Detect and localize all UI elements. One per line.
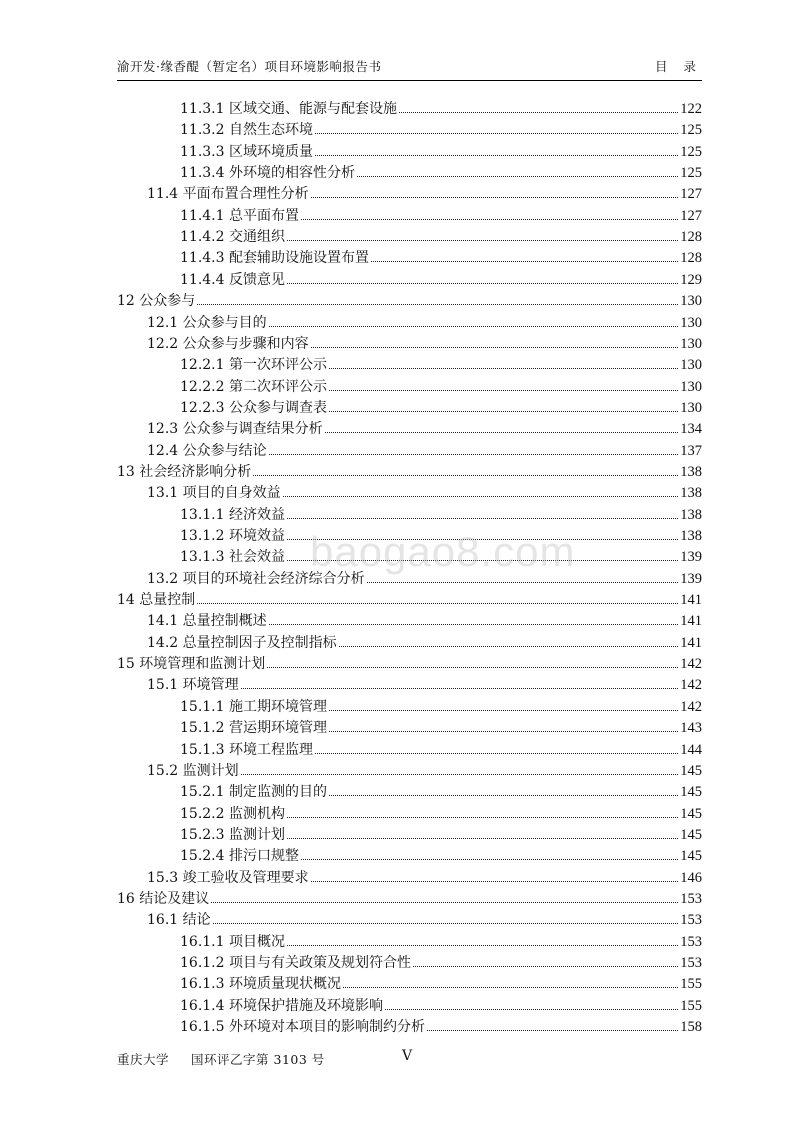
toc-leader-dots <box>211 902 678 903</box>
toc-entry-page: 130 <box>680 335 702 352</box>
toc-entry[interactable] <box>180 503 702 523</box>
toc-entry-title: 16 结论及建议 <box>117 890 210 907</box>
footer-org: 重庆大学 <box>117 1052 170 1067</box>
toc-entry-page: 153 <box>680 890 702 907</box>
toc-entry-page: 137 <box>680 442 702 459</box>
toc-entry-title: 15.2.3 监测计划 <box>180 826 285 843</box>
toc-entry-title: 11.4.4 反馈意见 <box>180 271 285 288</box>
toc-entry[interactable] <box>180 204 702 224</box>
toc-entry[interactable] <box>180 524 702 544</box>
toc-entry-page: 125 <box>680 165 702 182</box>
toc-entry[interactable] <box>180 140 702 160</box>
toc-entry-page: 145 <box>680 805 702 822</box>
toc-leader-dots <box>241 688 679 689</box>
toc-entry[interactable] <box>117 460 702 480</box>
toc-entry-page: 155 <box>680 997 702 1014</box>
toc-entry-title: 15.1.2 营运期环境管理 <box>180 720 327 737</box>
toc-entry-page: 138 <box>680 506 702 523</box>
toc-entry-title: 15.3 竣工验收及管理要求 <box>147 869 309 886</box>
toc-entry-title: 12.4 公众参与结论 <box>147 442 267 459</box>
toc-leader-dots <box>287 240 678 241</box>
toc-entry-page: 142 <box>680 656 702 673</box>
toc-entry-title: 16.1.3 环境质量现状概况 <box>180 976 341 993</box>
toc-entry-title: 15.2.4 排污口规整 <box>180 848 299 865</box>
toc-leader-dots <box>329 795 678 796</box>
toc-leader-dots <box>315 155 678 156</box>
toc-leader-dots <box>197 603 678 604</box>
toc-leader-dots <box>367 582 679 583</box>
toc-entry[interactable] <box>147 908 702 928</box>
toc-entry[interactable] <box>147 673 702 693</box>
toc-entry-title: 12.2.3 公众参与调查表 <box>180 399 327 416</box>
toc-entry-page: 158 <box>680 1019 702 1036</box>
toc-entry-title: 11.4.2 交通组织 <box>180 229 285 246</box>
toc-entry-page: 146 <box>680 869 702 886</box>
toc-entry-page: 155 <box>680 976 702 993</box>
toc-leader-dots <box>241 774 679 775</box>
toc-entry[interactable] <box>180 951 702 971</box>
toc-entry[interactable] <box>180 802 702 822</box>
footer-cert: 国环评乙字第 3103 号 <box>191 1052 325 1067</box>
toc-entry[interactable] <box>180 545 702 565</box>
toc-leader-dots <box>301 219 678 220</box>
toc-entry-title: 13.1.2 环境效益 <box>180 528 285 544</box>
toc-entry[interactable] <box>147 866 702 886</box>
section-title: 目 录 <box>655 59 702 74</box>
toc-entry-title: 15.1 环境管理 <box>147 677 239 694</box>
toc-entry[interactable] <box>117 588 702 608</box>
toc-entry[interactable] <box>147 567 702 587</box>
toc-entry-page: 127 <box>680 186 702 203</box>
toc-entry-page: 145 <box>680 762 702 779</box>
toc-leader-dots <box>315 753 678 754</box>
toc-entry-title: 11.3.3 区域环境质量 <box>180 143 313 160</box>
toc-leader-dots <box>287 539 678 540</box>
toc-entry[interactable] <box>117 652 702 672</box>
toc-leader-dots <box>287 283 678 284</box>
document-title: 渝开发·缘香醍（暂定名）项目环境影响报告书 <box>117 59 382 74</box>
toc-leader-dots <box>287 560 678 561</box>
toc-entry[interactable] <box>147 439 702 459</box>
toc-leader-dots <box>385 1009 678 1010</box>
toc-leader-dots <box>287 945 678 946</box>
toc-entry-title: 11.4.1 总平面布置 <box>180 207 299 224</box>
watermark: baogao8.com <box>310 528 576 575</box>
toc-entry-title: 11.4 平面布置合理性分析 <box>147 186 309 203</box>
toc-entry[interactable] <box>180 225 702 245</box>
toc-entry-page: 122 <box>680 101 702 117</box>
toc-entry-title: 13 社会经济影响分析 <box>117 463 252 480</box>
toc-entry-page: 130 <box>680 378 702 395</box>
toc-entry[interactable] <box>180 823 702 843</box>
toc-entry-page: 128 <box>680 229 702 246</box>
toc-leader-dots <box>269 326 679 327</box>
toc-entry-page: 138 <box>680 528 702 544</box>
toc-entry-page: 153 <box>680 955 702 971</box>
toc-entry-page: 144 <box>680 741 702 758</box>
toc-entry-page: 138 <box>680 485 702 502</box>
toc-entry-page: 143 <box>680 720 702 737</box>
toc-entry[interactable] <box>180 930 702 950</box>
toc-entry-title: 15.1.1 施工期环境管理 <box>180 698 327 715</box>
toc-entry-title: 12.2 公众参与步骤和内容 <box>147 335 309 352</box>
toc-entry-page: 129 <box>680 271 702 288</box>
toc-entry-page: 145 <box>680 784 702 801</box>
toc-leader-dots <box>283 496 679 497</box>
toc-entry[interactable] <box>147 481 702 501</box>
toc-entry-page: 125 <box>680 122 702 139</box>
toc-entry-title: 11.4.3 配套辅助设施设置布置 <box>180 250 369 267</box>
toc-entry-title: 13.1 项目的自身效益 <box>147 485 281 502</box>
toc-entry-page: 125 <box>680 143 702 160</box>
toc-leader-dots <box>253 475 678 476</box>
toc-entry[interactable] <box>147 609 702 629</box>
toc-entry-title: 16.1 结论 <box>147 912 211 929</box>
toc-entry-page: 142 <box>680 677 702 694</box>
toc-entry[interactable] <box>180 844 702 864</box>
toc-leader-dots <box>287 518 678 519</box>
toc-leader-dots <box>357 176 678 177</box>
toc-entry-title: 11.3.2 自然生态环境 <box>180 122 313 139</box>
page-header <box>117 57 702 79</box>
toc-entry[interactable] <box>180 375 702 395</box>
toc-entry-page: 139 <box>680 570 702 587</box>
toc-leader-dots <box>213 923 679 924</box>
toc-entry-title: 14.2 总量控制因子及控制指标 <box>147 634 337 651</box>
toc-entry-title: 16.1.4 环境保护措施及环境影响 <box>180 997 383 1014</box>
toc-entry[interactable] <box>180 716 702 736</box>
toc-entry-title: 15.2.2 监测机构 <box>180 805 285 822</box>
toc-entry-page: 139 <box>680 549 702 566</box>
toc-leader-dots <box>339 646 679 647</box>
toc-entry-title: 13.1.3 社会效益 <box>180 549 285 566</box>
toc-entry-page: 141 <box>680 613 702 630</box>
toc-entry-title: 13.1.1 经济效益 <box>180 506 285 523</box>
toc-entry-title: 15.2.1 制定监测的目的 <box>180 784 327 801</box>
toc-leader-dots <box>287 838 678 839</box>
toc-entry-title: 13.2 项目的环境社会经济综合分析 <box>147 570 365 587</box>
toc-entry[interactable] <box>180 353 702 373</box>
toc-entry[interactable] <box>180 994 702 1014</box>
toc-entry-page: 141 <box>680 592 702 609</box>
toc-leader-dots <box>427 1030 678 1031</box>
toc-entry-title: 15.1.3 环境工程监理 <box>180 741 313 758</box>
toc-entry-page: 153 <box>680 933 702 950</box>
toc-leader-dots <box>269 624 679 625</box>
toc-entry[interactable] <box>180 780 702 800</box>
toc-entry-page: 130 <box>680 293 702 310</box>
toc-entry-page: 130 <box>680 399 702 416</box>
toc-entry-title: 16.1.5 外环境对本项目的影响制约分析 <box>180 1019 425 1036</box>
toc-leader-dots <box>329 390 678 391</box>
toc-leader-dots <box>197 304 678 305</box>
toc-leader-dots <box>311 881 679 882</box>
toc-entry[interactable] <box>180 738 702 758</box>
toc-entry-page: 141 <box>680 634 702 651</box>
toc-entry-page: 130 <box>680 357 702 374</box>
toc-leader-dots <box>329 710 678 711</box>
toc-entry-title: 16.1.2 项目与有关政策及规划符合性 <box>180 955 411 971</box>
toc-leader-dots <box>267 667 678 668</box>
toc-entry-title: 15.2 监测计划 <box>147 762 239 779</box>
toc-entry[interactable] <box>180 695 702 715</box>
toc-leader-dots <box>329 731 678 732</box>
toc-entry[interactable] <box>117 289 702 309</box>
toc-entry[interactable] <box>147 759 702 779</box>
toc-entry[interactable] <box>180 118 702 138</box>
toc-entry-page: 130 <box>680 314 702 331</box>
toc-entry-title: 11.3.1 区域交通、能源与配套设施 <box>180 101 397 117</box>
toc-entry-page: 153 <box>680 912 702 929</box>
toc-entry-page: 128 <box>680 250 702 267</box>
toc-leader-dots <box>343 987 678 988</box>
toc-entry[interactable] <box>147 332 702 352</box>
toc-entry[interactable] <box>180 396 702 416</box>
toc-entry[interactable] <box>180 972 702 992</box>
toc-entry[interactable] <box>147 311 702 331</box>
toc-leader-dots <box>269 454 679 455</box>
toc-entry-page: 138 <box>680 463 702 480</box>
toc-entry[interactable] <box>180 268 702 288</box>
toc-entry-title: 12.1 公众参与目的 <box>147 314 267 331</box>
toc-entry-page: 127 <box>680 207 702 224</box>
toc-entry-title: 15 环境管理和监测计划 <box>117 656 266 673</box>
toc-entry[interactable] <box>180 161 702 181</box>
toc-entry-page: 145 <box>680 848 702 865</box>
toc-entry[interactable] <box>180 97 702 117</box>
toc-entry[interactable] <box>117 887 702 907</box>
toc-leader-dots <box>311 347 679 348</box>
toc-entry[interactable] <box>180 246 702 266</box>
toc-entry-title: 16.1.1 项目概况 <box>180 933 285 950</box>
toc-entry-title: 11.3.4 外环境的相容性分析 <box>180 165 355 182</box>
toc-entry-title: 14.1 总量控制概述 <box>147 613 267 630</box>
toc-entry-page: 145 <box>680 826 702 843</box>
header-rule <box>117 80 702 81</box>
toc-entry-page: 134 <box>680 421 702 438</box>
toc-leader-dots <box>329 411 678 412</box>
toc-leader-dots <box>413 966 678 967</box>
toc-entry-title: 14 总量控制 <box>117 592 196 609</box>
toc-entry[interactable] <box>147 417 702 437</box>
page-number: V <box>402 1048 413 1064</box>
toc-leader-dots <box>311 197 679 198</box>
toc-entry-title: 12.2.2 第二次环评公示 <box>180 378 327 395</box>
toc-leader-dots <box>329 368 678 369</box>
toc-entry-title: 12.2.1 第一次环评公示 <box>180 357 327 374</box>
toc-leader-dots <box>371 261 678 262</box>
toc-leader-dots <box>399 112 678 113</box>
toc-leader-dots <box>325 432 679 433</box>
toc-entry-title: 12.3 公众参与调查结果分析 <box>147 421 323 438</box>
toc-entry-page: 142 <box>680 698 702 715</box>
toc-leader-dots <box>315 133 678 134</box>
page-footer <box>117 1050 325 1068</box>
toc-leader-dots <box>301 859 678 860</box>
toc-entry-title: 12 公众参与 <box>117 293 196 310</box>
toc-entry[interactable] <box>147 182 702 202</box>
toc-entry[interactable] <box>147 631 702 651</box>
toc-entry[interactable] <box>180 1015 702 1035</box>
toc-leader-dots <box>287 817 678 818</box>
